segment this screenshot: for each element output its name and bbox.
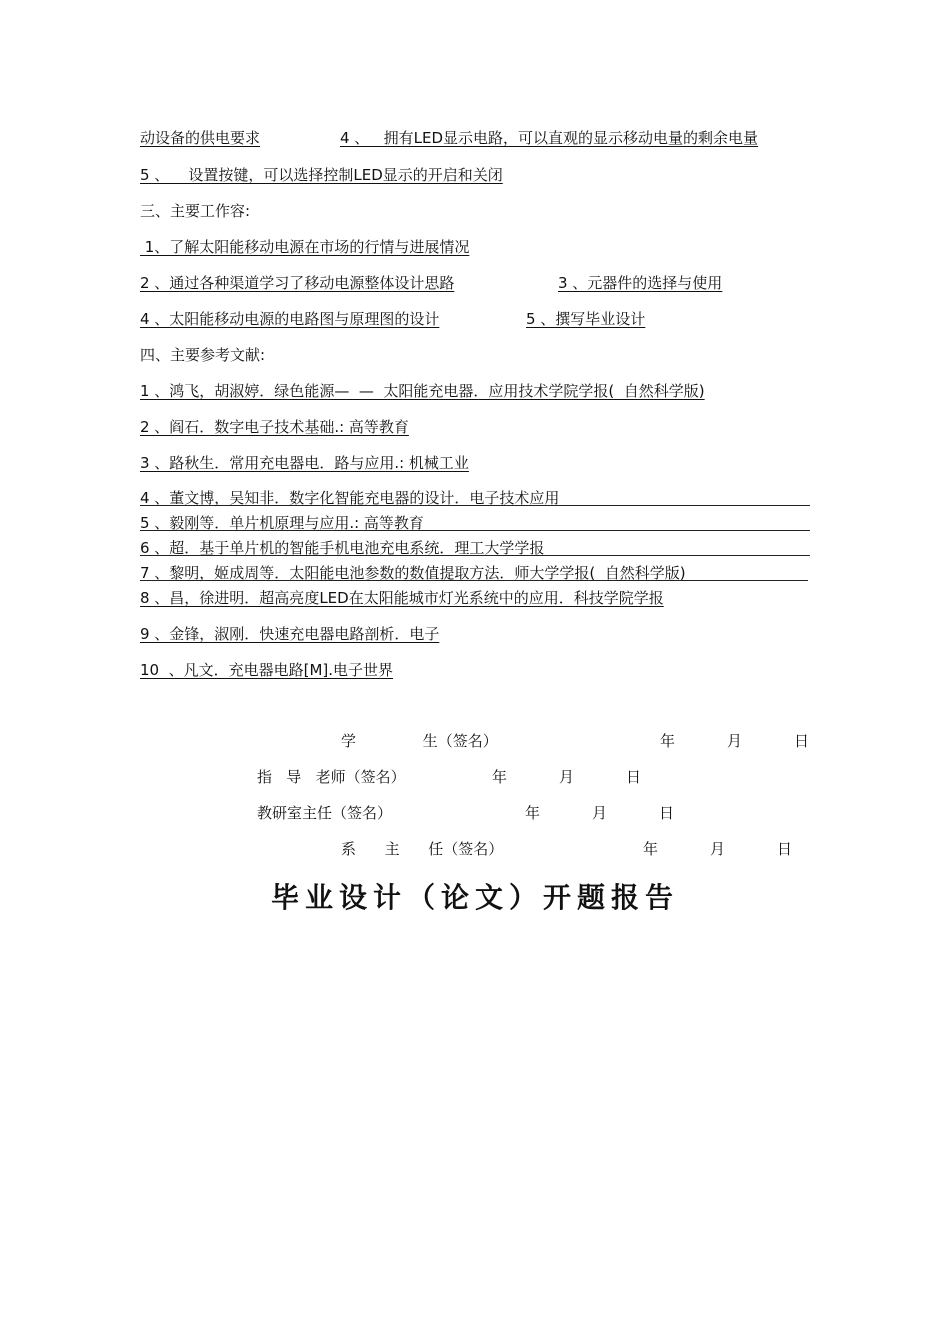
ref-item: 10 、凡文．充电器电路[M].电子世界: [140, 661, 394, 679]
date-day: 日: [626, 768, 642, 786]
date-day: 日: [794, 732, 810, 750]
ref-item: 9 、金锋，淑刚．快速充电器电路剖析．电子: [140, 625, 440, 643]
ref-item: 8 、昌，徐进明．超高亮度LED在太阳能城市灯光系统中的应用．科技学院学报: [140, 589, 664, 607]
page-title: 毕业设计（论文）开题报告: [270, 881, 679, 914]
goal-line-1a: 动设备的供电要求: [140, 129, 261, 147]
date-year: 年: [492, 768, 508, 786]
date-day: 日: [659, 804, 675, 822]
signature-advisor: 指 导 老师（签名）: [257, 768, 406, 786]
work-item-2a: 2 、通过各种渠道学习了移动电源整体设计思路: [140, 274, 455, 292]
date-year: 年: [525, 804, 541, 822]
signature-director: 教研室主任（签名）: [257, 804, 393, 822]
date-year: 年: [660, 732, 676, 750]
goal-line-1b: 4 、 拥有LED显示电路，可以直观的显示移动电量的剩余电量: [340, 129, 759, 147]
underline-rule: [140, 555, 810, 556]
ref-item: 7 、黎明，姬成周等．太阳能电池参数的数值提取方法．师大学学报( 自然科学版): [140, 564, 686, 582]
work-item-2b: 3 、元器件的选择与使用: [558, 274, 723, 292]
ref-item: 2 、阎石．数字电子技术基础.: 高等教育: [140, 418, 409, 436]
work-heading: 三、主要工作容:: [140, 202, 251, 220]
date-year: 年: [643, 840, 659, 858]
ref-item: 1 、鸿飞，胡淑婷．绿色能源— — 太阳能充电器．应用技术学院学报( 自然科学版): [140, 382, 705, 400]
goal-line-2: 5 、 设置按键，可以选择控制LED显示的开启和关闭: [140, 166, 503, 184]
date-day: 日: [777, 840, 793, 858]
date-month: 月: [559, 768, 575, 786]
signature-student: 学 生（签名）: [341, 732, 498, 750]
date-month: 月: [710, 840, 726, 858]
work-item-1: 1、了解太阳能移动电源在市场的行情与进展情况: [140, 238, 470, 256]
ref-item: 5 、毅刚等．单片机原理与应用.: 高等教育: [140, 514, 424, 532]
date-month: 月: [592, 804, 608, 822]
date-month: 月: [727, 732, 743, 750]
underline-rule: [140, 505, 810, 506]
ref-item: 4 、董文博，吴知非．数字化智能充电器的设计．电子技术应用: [140, 489, 560, 507]
ref-item: 3 、路秋生．常用充电器电．路与应用.: 机械工业: [140, 454, 469, 472]
ref-item: 6 、超．基于单片机的智能手机电池充电系统．理工大学学报: [140, 539, 545, 557]
work-item-3a: 4 、太阳能移动电源的电路图与原理图的设计: [140, 310, 440, 328]
refs-heading: 四、主要参考文献:: [140, 346, 266, 364]
underline-rule: [140, 530, 810, 531]
underline-rule: [140, 580, 808, 581]
work-item-3b: 5 、撰写毕业设计: [526, 310, 646, 328]
signature-dept: 系 主 任（签名）: [341, 840, 504, 858]
